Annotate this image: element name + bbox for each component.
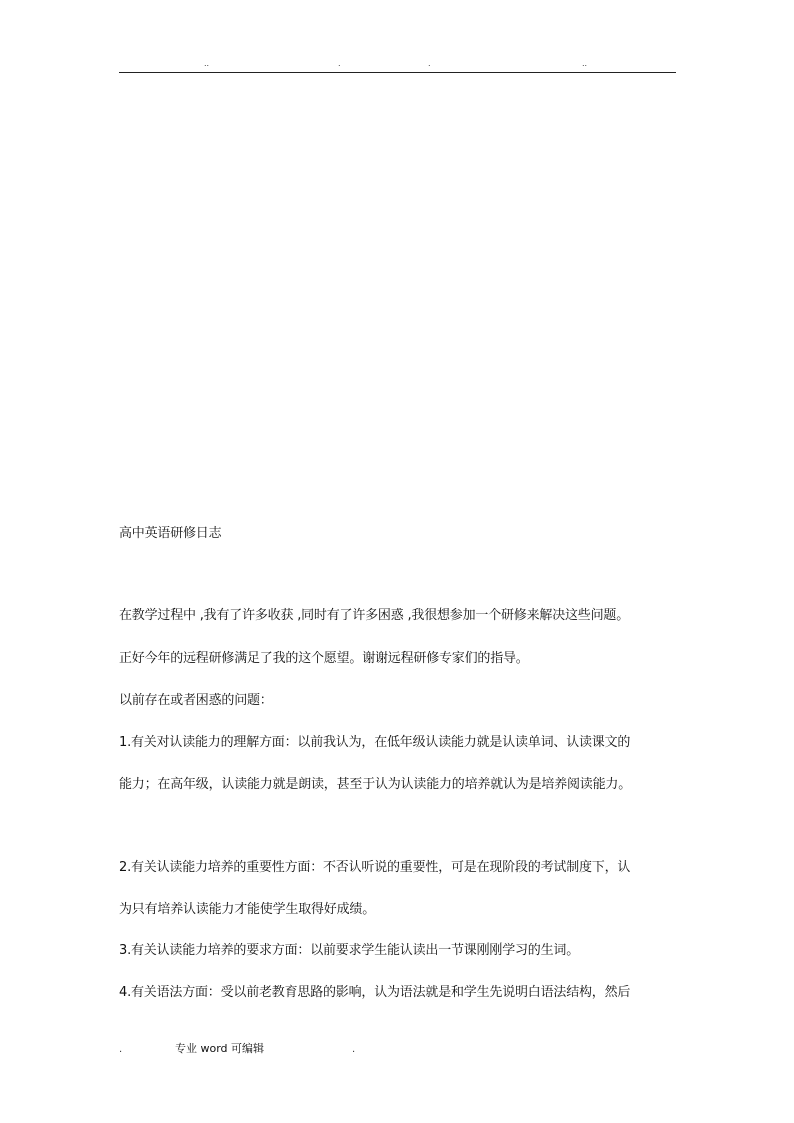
footer-text: 专业 word 可编辑	[175, 1042, 265, 1055]
footer-right-mark: .	[352, 1044, 356, 1055]
paragraph-line-7: 为只有培养认读能力才能使学生取得好成绩。	[119, 902, 376, 917]
header-mark-1: ..	[204, 59, 210, 68]
header-mark-4: ..	[582, 59, 588, 68]
paragraph-line-3: 以前存在或者困惑的问题：	[119, 693, 273, 708]
paragraph-line-1: 在教学过程中 ,我有了许多收获 ,同时有了许多困惑 ,我很想参加一个研修来解决这些问题。	[119, 608, 629, 623]
document-title: 高中英语研修日志	[119, 526, 222, 541]
header-divider	[119, 72, 676, 73]
footer-left-mark: .	[119, 1044, 123, 1055]
paragraph-line-5: 能力；在高年级，认读能力就是朗读，甚至于认为认读能力的培养就认为是培养阅读能力。	[119, 777, 632, 792]
paragraph-line-2: 正好今年的远程研修满足了我的这个愿望。谢谢远程研修专家们的指导。	[119, 651, 529, 666]
paragraph-line-4: 1.有关对认读能力的理解方面：以前我认为，在低年级认读能力就是认读单词、认读课文的	[119, 735, 631, 750]
paragraph-line-9: 4.有关语法方面：受以前老教育思路的影响，认为语法就是和学生先说明白语法结构，然后	[119, 985, 631, 1000]
header-mark-3: .	[428, 59, 431, 68]
header-mark-2: .	[338, 59, 341, 68]
paragraph-line-6: 2.有关认读能力培养的重要性方面：不否认听说的重要性，可是在现阶段的考试制度下，认	[119, 860, 631, 875]
paragraph-line-8: 3.有关认读能力培养的要求方面：以前要求学生能认读出一节课刚刚学习的生词。	[119, 943, 580, 958]
